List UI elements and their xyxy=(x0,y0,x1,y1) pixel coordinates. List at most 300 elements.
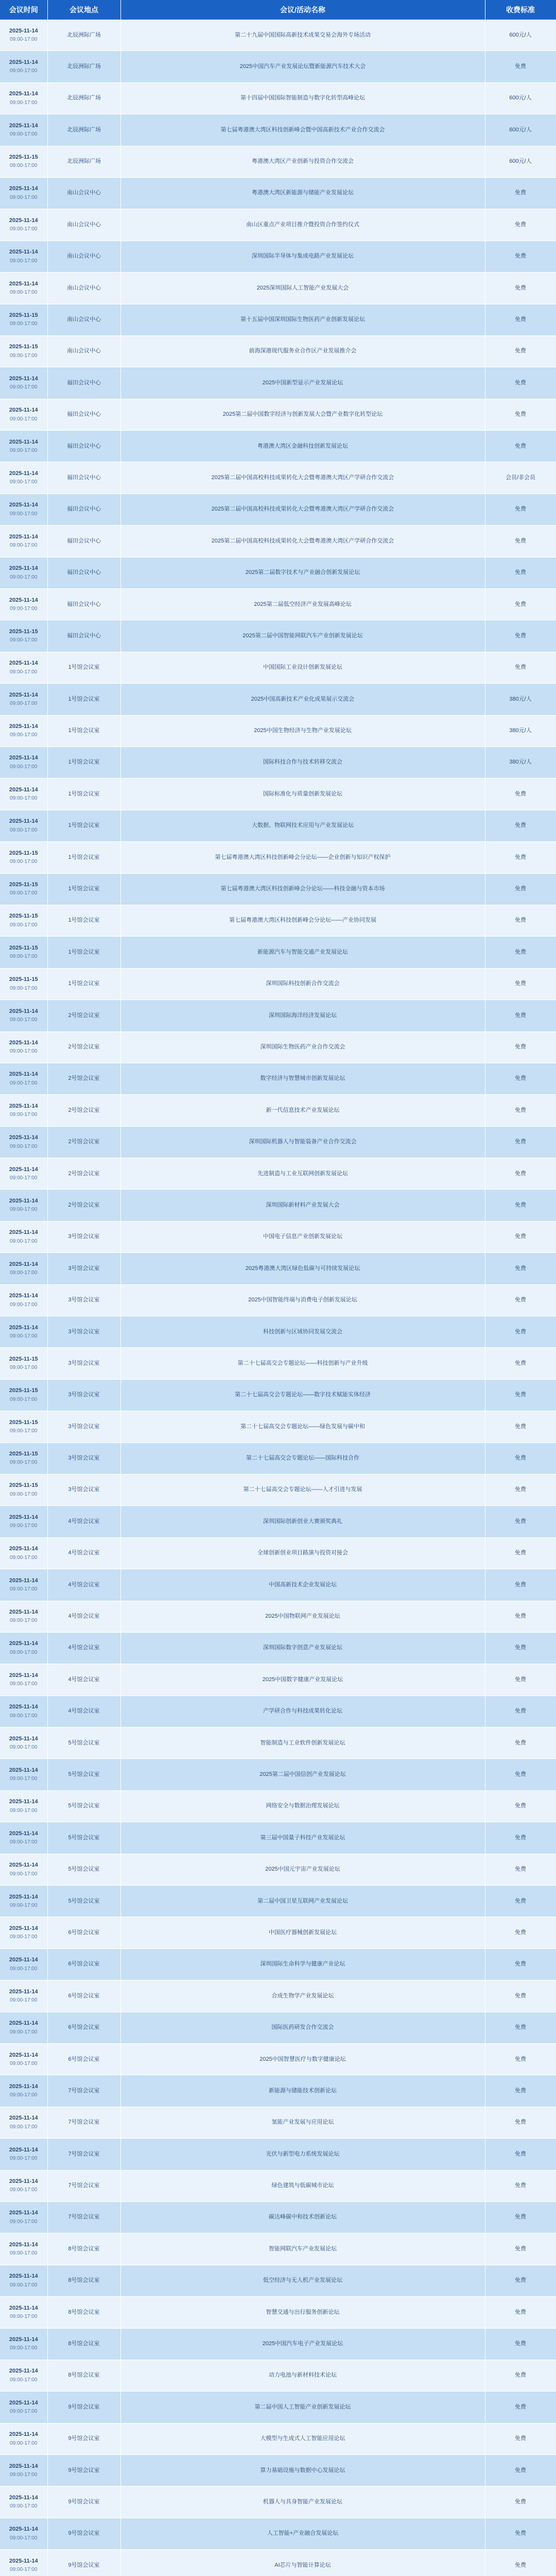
date-text: 2025-11-14 xyxy=(9,1957,38,1963)
event-name-cell[interactable]: 深圳国际半导体与集成电路产业发展论坛 xyxy=(120,241,485,272)
fee-cell: 免费 xyxy=(485,1190,556,1221)
time-text: 09:00-17:00 xyxy=(10,669,38,675)
table-row[interactable] xyxy=(0,2550,556,2576)
date-cell xyxy=(0,2265,47,2296)
table-row[interactable] xyxy=(0,241,556,272)
date-cell xyxy=(0,715,47,747)
event-name-cell[interactable]: 深圳国际机器人与智能装备产业合作交流会 xyxy=(120,1126,485,1158)
date-cell xyxy=(0,1664,47,1696)
venue-cell: 2号馆会议室 xyxy=(47,1031,120,1063)
table-row[interactable] xyxy=(0,1506,556,1537)
table-row[interactable] xyxy=(0,82,556,114)
fee-cell: 免费 xyxy=(485,1917,556,1948)
event-name-cell[interactable]: 深圳国际海洋经济发展论坛 xyxy=(120,1000,485,1031)
fee-cell: 免费 xyxy=(485,2012,556,2043)
table-row[interactable] xyxy=(0,2139,556,2170)
fee-cell: 免费 xyxy=(485,1886,556,1917)
table-row[interactable] xyxy=(0,778,556,810)
event-name-cell[interactable]: 大模型与生成式人工智能应用论坛 xyxy=(120,2423,485,2454)
event-name-cell[interactable]: 国际标准化与质量创新发展论坛 xyxy=(120,778,485,810)
table-row[interactable] xyxy=(0,494,556,525)
event-name-cell[interactable]: 新一代信息技术产业发展论坛 xyxy=(120,1095,485,1126)
time-text: 09:00-17:00 xyxy=(10,1997,38,2004)
time-text: 09:00-17:00 xyxy=(10,511,38,517)
time-text: 09:00-17:00 xyxy=(10,384,38,391)
table-row[interactable] xyxy=(0,1664,556,1696)
event-name-cell[interactable]: 第二十七届高交会专题论坛——绿色发展与碳中和 xyxy=(120,1411,485,1443)
event-name-cell[interactable]: 先进制造与工业互联网创新发展论坛 xyxy=(120,1158,485,1190)
event-name-cell[interactable]: 2025中国智慧医疗与数字健康论坛 xyxy=(120,2044,485,2075)
event-name-cell[interactable]: 2025中国智能终端与消费电子创新发展论坛 xyxy=(120,1284,485,1316)
venue-cell: 南山会议中心 xyxy=(47,177,120,209)
table-row[interactable] xyxy=(0,2297,556,2328)
table-row[interactable] xyxy=(0,747,556,778)
fee-cell: 免费 xyxy=(485,2328,556,2360)
event-name-cell[interactable]: 绿色建筑与低碳城市论坛 xyxy=(120,2170,485,2201)
event-name-cell[interactable]: 2025第二届中国高校科技成果转化大会暨粤港澳大湾区产学研合作交流会 xyxy=(120,494,485,525)
event-name-cell[interactable]: 深圳国际生物医药产业合作交流会 xyxy=(120,1031,485,1063)
venue-cell: 9号馆会议室 xyxy=(47,2423,120,2454)
table-row[interactable] xyxy=(0,2265,556,2296)
venue-cell: 1号馆会议室 xyxy=(47,810,120,841)
table-row[interactable] xyxy=(0,1379,556,1411)
event-name-cell[interactable]: 2025第二届低空经济产业发展高峰论坛 xyxy=(120,589,485,620)
venue-cell: 1号馆会议室 xyxy=(47,652,120,683)
table-row[interactable] xyxy=(0,2423,556,2454)
date-cell xyxy=(0,1917,47,1948)
date-text: 2025-11-14 xyxy=(9,1609,38,1616)
fee-cell: 免费 xyxy=(485,1537,556,1569)
event-name-cell[interactable]: 第二十九届中国国际高新技术成果交易会海外专场活动 xyxy=(120,20,485,51)
table-row[interactable] xyxy=(0,2486,556,2518)
fee-cell: 免费 xyxy=(485,2550,556,2576)
event-name-cell[interactable]: 第二十七届高交会专题论坛——人才引进与发展 xyxy=(120,1474,485,1505)
venue-cell: 1号馆会议室 xyxy=(47,842,120,873)
table-row[interactable] xyxy=(0,1727,556,1759)
table-row[interactable] xyxy=(0,1031,556,1063)
table-row[interactable] xyxy=(0,399,556,430)
event-name-cell[interactable]: 深圳国际新材料产业发展大会 xyxy=(120,1190,485,1221)
event-name-cell[interactable]: 粤港澳大湾区新能源与储能产业发展论坛 xyxy=(120,177,485,209)
date-text: 2025-11-14 xyxy=(9,375,38,382)
venue-cell: 3号馆会议室 xyxy=(47,1379,120,1411)
date-text: 2025-11-15 xyxy=(9,154,38,161)
event-name-cell[interactable]: 2025第二届中国高校科技成果转化大会暨粤港澳大湾区产学研合作交流会 xyxy=(120,526,485,557)
date-cell xyxy=(0,905,47,936)
table-row[interactable] xyxy=(0,20,556,51)
table-row[interactable] xyxy=(0,557,556,588)
table-row[interactable] xyxy=(0,1095,556,1126)
date-cell xyxy=(0,2455,47,2486)
date-cell xyxy=(0,2328,47,2360)
date-cell xyxy=(0,2075,47,2107)
table-row[interactable] xyxy=(0,1917,556,1948)
event-name-cell[interactable]: 第十五届中国深圳国际生物医药产业创新发展论坛 xyxy=(120,304,485,335)
fee-cell: 免费 xyxy=(485,273,556,304)
time-text: 09:00-17:00 xyxy=(10,859,38,865)
table-row[interactable] xyxy=(0,715,556,747)
event-name-cell[interactable]: 碳达峰碳中和技术创新论坛 xyxy=(120,2201,485,2233)
table-row[interactable] xyxy=(0,1000,556,1031)
time-text: 09:00-17:00 xyxy=(10,1586,38,1592)
venue-cell: 3号馆会议室 xyxy=(47,1316,120,1348)
event-name-cell[interactable]: 2025中国高新技术产业化成果展示交流会 xyxy=(120,684,485,715)
table-row[interactable] xyxy=(0,1474,556,1505)
venue-cell: 福田会议中心 xyxy=(47,462,120,494)
fee-cell: 免费 xyxy=(485,557,556,588)
event-name-cell[interactable]: 全球创新创业项目路演与投资对接会 xyxy=(120,1537,485,1569)
fee-cell: 免费 xyxy=(485,1980,556,2012)
fee-cell: 免费 xyxy=(485,367,556,399)
fee-cell: 380元/人 xyxy=(485,684,556,715)
fee-cell: 免费 xyxy=(485,1854,556,1885)
time-text: 09:00-17:00 xyxy=(10,764,38,770)
header-fee[interactable]: 收费标准 xyxy=(485,0,556,20)
event-name-cell[interactable]: 2025中国元宇宙产业发展论坛 xyxy=(120,1854,485,1885)
table-row[interactable] xyxy=(0,842,556,873)
table-row[interactable] xyxy=(0,652,556,683)
event-name-cell[interactable]: 第七届粤港澳大湾区科技创新峰会分论坛——企业创新与知识产权保护 xyxy=(120,842,485,873)
date-text: 2025-11-15 xyxy=(9,312,38,319)
event-name-cell[interactable]: 2025第二届中国智能网联汽车产业创新发展论坛 xyxy=(120,620,485,652)
date-cell xyxy=(0,1601,47,1632)
event-name-cell[interactable]: 光伏与新型电力系统发展论坛 xyxy=(120,2139,485,2170)
table-row[interactable] xyxy=(0,2044,556,2075)
event-name-cell[interactable]: 2025中国汽车产业发展论坛暨新能源汽车技术大会 xyxy=(120,51,485,82)
event-name-cell[interactable]: 2025中国物联网产业发展论坛 xyxy=(120,1601,485,1632)
date-text: 2025-11-14 xyxy=(9,1261,38,1267)
date-text: 2025-11-14 xyxy=(9,1546,38,1552)
header-row xyxy=(0,0,556,20)
date-text: 2025-11-14 xyxy=(9,1893,38,1900)
event-name-cell[interactable]: 2025第二届中国信创产业发展论坛 xyxy=(120,1759,485,1790)
fee-cell: 免费 xyxy=(485,1948,556,1980)
table-row[interactable] xyxy=(0,684,556,715)
table-row[interactable] xyxy=(0,1253,556,1284)
table-row[interactable] xyxy=(0,526,556,557)
fee-cell: 免费 xyxy=(485,1284,556,1316)
table-row[interactable] xyxy=(0,2455,556,2486)
table-row[interactable] xyxy=(0,1316,556,1348)
date-text: 2025-11-14 xyxy=(9,691,38,698)
time-text: 09:00-17:00 xyxy=(10,1080,38,1086)
date-text: 2025-11-14 xyxy=(9,122,38,129)
table-row[interactable] xyxy=(0,2201,556,2233)
time-text: 09:00-17:00 xyxy=(10,1713,38,1719)
time-text: 09:00-17:00 xyxy=(10,543,38,549)
event-name-cell[interactable]: 合成生物学产业发展论坛 xyxy=(120,1980,485,2012)
date-text: 2025-11-14 xyxy=(9,438,38,445)
venue-cell: 北辰洲际广场 xyxy=(47,20,120,51)
venue-cell: 南山会议中心 xyxy=(47,304,120,335)
time-text: 09:00-17:00 xyxy=(10,1048,38,1055)
time-text: 09:00-17:00 xyxy=(10,1681,38,1687)
event-name-cell[interactable]: 国际科技合作与技术转移交流会 xyxy=(120,747,485,778)
table-row[interactable] xyxy=(0,2233,556,2265)
time-text: 09:00-17:00 xyxy=(10,637,38,643)
table-row[interactable] xyxy=(0,937,556,968)
header-name[interactable]: 会议/活动名称 xyxy=(120,0,485,20)
date-cell xyxy=(0,82,47,114)
fee-cell: 免费 xyxy=(485,1822,556,1854)
table-row[interactable] xyxy=(0,1601,556,1632)
header-date[interactable]: 会议时间 xyxy=(0,0,47,20)
venue-cell: 2号馆会议室 xyxy=(47,1095,120,1126)
date-cell xyxy=(0,114,47,146)
date-text: 2025-11-14 xyxy=(9,1577,38,1584)
event-name-cell[interactable]: 2025中国生物经济与生物产业发展论坛 xyxy=(120,715,485,747)
date-cell xyxy=(0,2233,47,2265)
event-name-cell[interactable]: 2025第二届中国数字经济与创新发展大会暨产业数字化转型论坛 xyxy=(120,399,485,430)
event-name-cell[interactable]: 中国国际工业设计创新发展论坛 xyxy=(120,652,485,683)
table-row[interactable] xyxy=(0,620,556,652)
event-name-cell[interactable]: 智慧交通与出行服务创新论坛 xyxy=(120,2297,485,2328)
venue-cell: 6号馆会议室 xyxy=(47,1948,120,1980)
table-row[interactable] xyxy=(0,177,556,209)
date-text: 2025-11-14 xyxy=(9,2336,38,2343)
event-name-cell[interactable]: 低空经济与无人机产业发展论坛 xyxy=(120,2265,485,2296)
fee-cell: 免费 xyxy=(485,1569,556,1601)
table-row[interactable] xyxy=(0,367,556,399)
venue-cell: 1号馆会议室 xyxy=(47,747,120,778)
date-cell xyxy=(0,2107,47,2138)
date-text: 2025-11-14 xyxy=(9,2052,38,2058)
time-text: 09:00-17:00 xyxy=(10,795,38,802)
event-name-cell[interactable]: 粤港澳大湾区金融科技创新发展论坛 xyxy=(120,431,485,462)
table-row[interactable] xyxy=(0,2518,556,2549)
event-name-cell[interactable]: 第三届中国量子科技产业发展论坛 xyxy=(120,1822,485,1854)
date-text: 2025-11-14 xyxy=(9,2210,38,2216)
event-name-cell[interactable]: 数字经济与智慧城市创新发展论坛 xyxy=(120,1063,485,1094)
event-name-cell[interactable]: 机器人与具身智能产业发展论坛 xyxy=(120,2486,485,2518)
event-name-cell[interactable]: 第二十七届高交会专题论坛——数字技术赋能实体经济 xyxy=(120,1379,485,1411)
fee-cell: 免费 xyxy=(485,1379,556,1411)
table-row[interactable] xyxy=(0,1632,556,1664)
table-row[interactable] xyxy=(0,273,556,304)
date-cell xyxy=(0,209,47,241)
event-name-cell[interactable]: 深圳国际科技创新合作交流会 xyxy=(120,968,485,999)
date-text: 2025-11-14 xyxy=(9,533,38,540)
event-name-cell[interactable]: AI芯片与智能计算论坛 xyxy=(120,2550,485,2576)
table-row[interactable] xyxy=(0,1569,556,1601)
time-text: 09:00-17:00 xyxy=(10,1270,38,1276)
time-text: 09:00-17:00 xyxy=(10,2567,38,2573)
date-cell xyxy=(0,1443,47,1474)
time-text: 09:00-17:00 xyxy=(10,2345,38,2351)
event-name-cell[interactable]: 大数据、物联网技术应用与产业发展论坛 xyxy=(120,810,485,841)
time-text: 09:00-17:00 xyxy=(10,1776,38,1782)
table-row[interactable] xyxy=(0,114,556,146)
event-name-cell[interactable]: 第二十七届高交会专题论坛——科技创新与产业升级 xyxy=(120,1348,485,1379)
date-text: 2025-11-14 xyxy=(9,1862,38,1869)
table-row[interactable] xyxy=(0,1126,556,1158)
fee-cell: 免费 xyxy=(485,2139,556,2170)
event-name-cell[interactable]: 南山区重点产业项目推介暨投资合作签约仪式 xyxy=(120,209,485,241)
table-row[interactable] xyxy=(0,1190,556,1221)
table-row[interactable] xyxy=(0,2392,556,2423)
fee-cell: 免费 xyxy=(485,1158,556,1190)
fee-cell: 免费 xyxy=(485,2170,556,2201)
table-row[interactable] xyxy=(0,1411,556,1443)
date-text: 2025-11-15 xyxy=(9,850,38,856)
table-row[interactable] xyxy=(0,51,556,82)
event-name-cell[interactable]: 产学研合作与科技成果转化论坛 xyxy=(120,1696,485,1727)
table-row[interactable] xyxy=(0,2360,556,2391)
event-name-cell[interactable]: 2025中国汽车电子产业发展论坛 xyxy=(120,2328,485,2360)
event-name-cell[interactable]: 新能源与储能技术创新论坛 xyxy=(120,2075,485,2107)
fee-cell: 免费 xyxy=(485,1443,556,1474)
time-text: 09:00-17:00 xyxy=(10,1365,38,1371)
date-text: 2025-11-14 xyxy=(9,1735,38,1742)
table-row[interactable] xyxy=(0,1158,556,1190)
table-row[interactable] xyxy=(0,1759,556,1790)
table-row[interactable] xyxy=(0,146,556,177)
table-body xyxy=(0,20,556,2576)
event-name-cell[interactable]: 2025第二届中国高校科技成果转化大会暨粤港澳大湾区产学研合作交流会 xyxy=(120,462,485,494)
date-cell xyxy=(0,1190,47,1221)
fee-cell: 免费 xyxy=(485,2360,556,2391)
table-row[interactable] xyxy=(0,1822,556,1854)
table-row[interactable] xyxy=(0,589,556,620)
event-name-cell[interactable]: 第二十七届高交会专题论坛——国际科技合作 xyxy=(120,1443,485,1474)
table-row[interactable] xyxy=(0,1886,556,1917)
event-name-cell[interactable]: 第二届中国人工智能产业创新发展论坛 xyxy=(120,2392,485,2423)
venue-cell: 9号馆会议室 xyxy=(47,2392,120,2423)
event-name-cell[interactable]: 国际医药研发合作交流会 xyxy=(120,2012,485,2043)
time-text: 09:00-17:00 xyxy=(10,1965,38,1972)
table-row[interactable] xyxy=(0,1537,556,1569)
fee-cell: 600元/人 xyxy=(485,146,556,177)
venue-cell: 3号馆会议室 xyxy=(47,1284,120,1316)
date-text: 2025-11-14 xyxy=(9,1103,38,1109)
event-name-cell[interactable]: 深圳国际创新创业大赛颁奖典礼 xyxy=(120,1506,485,1537)
venue-cell: 4号馆会议室 xyxy=(47,1537,120,1569)
event-name-cell[interactable]: 深圳国际生命科学与健康产业论坛 xyxy=(120,1948,485,1980)
venue-cell: 7号馆会议室 xyxy=(47,2075,120,2107)
event-name-cell[interactable]: 第十四届中国国际智能制造与数字化转型高峰论坛 xyxy=(120,82,485,114)
event-name-cell[interactable]: 2025中国新型显示产业发展论坛 xyxy=(120,367,485,399)
date-text: 2025-11-14 xyxy=(9,2241,38,2248)
fee-cell: 免费 xyxy=(485,494,556,525)
table-row[interactable] xyxy=(0,873,556,905)
time-text: 09:00-17:00 xyxy=(10,1396,38,1402)
time-text: 09:00-17:00 xyxy=(10,2218,38,2225)
venue-cell: 福田会议中心 xyxy=(47,589,120,620)
time-text: 09:00-17:00 xyxy=(10,163,38,169)
event-name-cell[interactable]: 算力基础设施与数据中心发展论坛 xyxy=(120,2455,485,2486)
table-row[interactable] xyxy=(0,810,556,841)
table-row[interactable] xyxy=(0,462,556,494)
venue-cell: 6号馆会议室 xyxy=(47,1917,120,1948)
event-name-cell[interactable]: 第七届粤港澳大湾区科技创新峰会暨中国高新技术产业合作交流会 xyxy=(120,114,485,146)
table-row[interactable] xyxy=(0,1980,556,2012)
time-text: 09:00-17:00 xyxy=(10,2440,38,2446)
event-name-cell[interactable]: 中国电子信息产业创新发展论坛 xyxy=(120,1221,485,1252)
table-row[interactable] xyxy=(0,1696,556,1727)
table-row[interactable] xyxy=(0,335,556,367)
event-name-cell[interactable]: 中国高新技术企业发展论坛 xyxy=(120,1569,485,1601)
table-row[interactable] xyxy=(0,1443,556,1474)
table-row[interactable] xyxy=(0,431,556,462)
table-row[interactable] xyxy=(0,1348,556,1379)
time-text: 09:00-17:00 xyxy=(10,2124,38,2130)
event-name-cell[interactable]: 中国医疗器械创新发展论坛 xyxy=(120,1917,485,1948)
table-row[interactable] xyxy=(0,968,556,999)
header-venue[interactable]: 会议地点 xyxy=(47,0,120,20)
time-text: 09:00-17:00 xyxy=(10,1902,38,1908)
date-text: 2025-11-14 xyxy=(9,91,38,97)
event-name-cell[interactable]: 智能网联汽车产业发展论坛 xyxy=(120,2233,485,2265)
date-cell xyxy=(0,937,47,968)
table-row[interactable] xyxy=(0,1221,556,1252)
table-row[interactable] xyxy=(0,1063,556,1094)
time-text: 09:00-17:00 xyxy=(10,2282,38,2288)
time-text: 09:00-17:00 xyxy=(10,1554,38,1561)
date-text: 2025-11-14 xyxy=(9,1640,38,1647)
fee-cell: 免费 xyxy=(485,810,556,841)
event-name-cell[interactable]: 2025粤港澳大湾区绿色低碳与可持续发展论坛 xyxy=(120,1253,485,1284)
table-row[interactable] xyxy=(0,2170,556,2201)
event-name-cell[interactable]: 氢能产业发展与应用论坛 xyxy=(120,2107,485,2138)
event-name-cell[interactable]: 新能源汽车与智能交通产业发展论坛 xyxy=(120,937,485,968)
event-name-cell[interactable]: 动力电池与新材料技术论坛 xyxy=(120,2360,485,2391)
event-name-cell[interactable]: 科技创新与区域协同发展交流会 xyxy=(120,1316,485,1348)
event-name-cell[interactable]: 2025中国数字健康产业发展论坛 xyxy=(120,1664,485,1696)
event-name-cell[interactable]: 网络安全与数据治理发展论坛 xyxy=(120,1790,485,1822)
date-cell xyxy=(0,778,47,810)
table-row[interactable] xyxy=(0,2012,556,2043)
fee-cell: 免费 xyxy=(485,2233,556,2265)
table-row[interactable] xyxy=(0,2107,556,2138)
fee-cell: 免费 xyxy=(485,209,556,241)
date-text: 2025-11-14 xyxy=(9,1799,38,1805)
date-text: 2025-11-14 xyxy=(9,2146,38,2153)
date-text: 2025-11-14 xyxy=(9,2526,38,2533)
event-name-cell[interactable]: 第七届粤港澳大湾区科技创新峰会分论坛——产业协同发展 xyxy=(120,905,485,936)
fee-cell: 免费 xyxy=(485,431,556,462)
event-name-cell[interactable]: 2025第二届数字技术与产业融合创新发展论坛 xyxy=(120,557,485,588)
fee-cell: 免费 xyxy=(485,1253,556,1284)
table-row[interactable] xyxy=(0,1790,556,1822)
date-cell xyxy=(0,1759,47,1790)
date-cell xyxy=(0,810,47,841)
table-row[interactable] xyxy=(0,1284,556,1316)
table-row[interactable] xyxy=(0,304,556,335)
table-row[interactable] xyxy=(0,2075,556,2107)
fee-cell: 免费 xyxy=(485,335,556,367)
fee-cell: 免费 xyxy=(485,1126,556,1158)
event-name-cell[interactable]: 粤港澳大湾区产业创新与投资合作交流会 xyxy=(120,146,485,177)
event-name-cell[interactable]: 前海深港现代服务业合作区产业发展推介会 xyxy=(120,335,485,367)
venue-cell: 1号馆会议室 xyxy=(47,968,120,999)
table-row[interactable] xyxy=(0,1854,556,1885)
table-row[interactable] xyxy=(0,1948,556,1980)
table-row[interactable] xyxy=(0,905,556,936)
event-name-cell[interactable]: 2025深圳国际人工智能产业发展大会 xyxy=(120,273,485,304)
date-text: 2025-11-14 xyxy=(9,755,38,761)
event-name-cell[interactable]: 第七届粤港澳大湾区科技创新峰会分论坛——科技金融与资本市场 xyxy=(120,873,485,905)
event-name-cell[interactable]: 深圳国际数字创意产业发展论坛 xyxy=(120,1632,485,1664)
table-row[interactable] xyxy=(0,2328,556,2360)
table-row[interactable] xyxy=(0,209,556,241)
venue-cell: 1号馆会议室 xyxy=(47,715,120,747)
event-name-cell[interactable]: 智能制造与工业软件创新发展论坛 xyxy=(120,1727,485,1759)
event-name-cell[interactable]: 人工智能+产业融合发展论坛 xyxy=(120,2518,485,2549)
date-text: 2025-11-14 xyxy=(9,502,38,509)
date-text: 2025-11-14 xyxy=(9,2494,38,2501)
event-name-cell[interactable]: 第二届中国卫星互联网产业发展论坛 xyxy=(120,1886,485,1917)
date-text: 2025-11-14 xyxy=(9,1704,38,1710)
